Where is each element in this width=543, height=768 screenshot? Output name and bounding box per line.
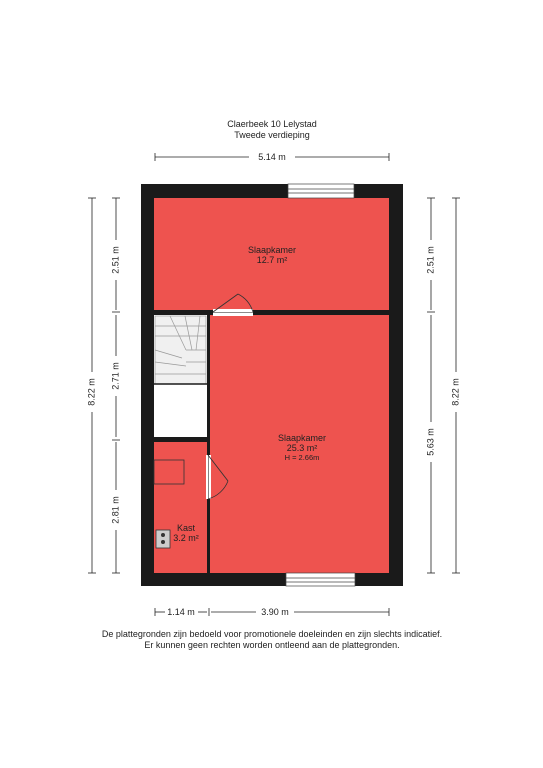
- dim-label-right-2: 5.63 m: [425, 428, 436, 456]
- dim-label-left-3: 2.81 m: [110, 496, 121, 524]
- room-label-slaapkamer-main: Slaapkamer: [277, 433, 327, 443]
- room-area-kast: 3.2 m²: [173, 533, 199, 543]
- dim-label-left-1: 2.51 m: [110, 246, 121, 274]
- window-top: [288, 184, 354, 198]
- plan-floor: Tweede verdieping: [234, 130, 310, 140]
- window-bottom: [286, 573, 355, 586]
- kast-shelf: [154, 460, 184, 484]
- room-area-slaapkamer-top: 12.7 m²: [256, 255, 288, 265]
- dim-label-left-2: 2.71 m: [110, 362, 121, 390]
- plan-address: Claerbeek 10 Lelystad: [227, 119, 317, 129]
- room-area-slaapkamer-main: 25.3 m²: [286, 443, 318, 453]
- dim-label-right-1: 2.51 m: [425, 246, 436, 274]
- disclaimer-line-2: Er kunnen geen rechten worden ontleend aan de plattegronden.: [144, 640, 400, 650]
- disclaimer-line-1: De plattegronden zijn bedoeld voor promotionele doeleinden en zijn slechts indicatief.: [101, 629, 443, 639]
- dim-label-left-total: 8.22 m: [86, 378, 97, 406]
- boiler: [156, 530, 170, 548]
- room-height-slaapkamer-main: H = 2.66m: [284, 453, 320, 462]
- dim-label-top: 5.14 m: [258, 152, 286, 162]
- room-label-slaapkamer-top: Slaapkamer: [247, 245, 297, 255]
- room-label-kast: Kast: [176, 523, 196, 533]
- dim-label-bottom-left: 1.14 m: [167, 607, 195, 617]
- dim-label-bottom-right: 3.90 m: [261, 607, 289, 617]
- staircase: [155, 316, 206, 384]
- dim-label-right-total: 8.22 m: [450, 378, 461, 406]
